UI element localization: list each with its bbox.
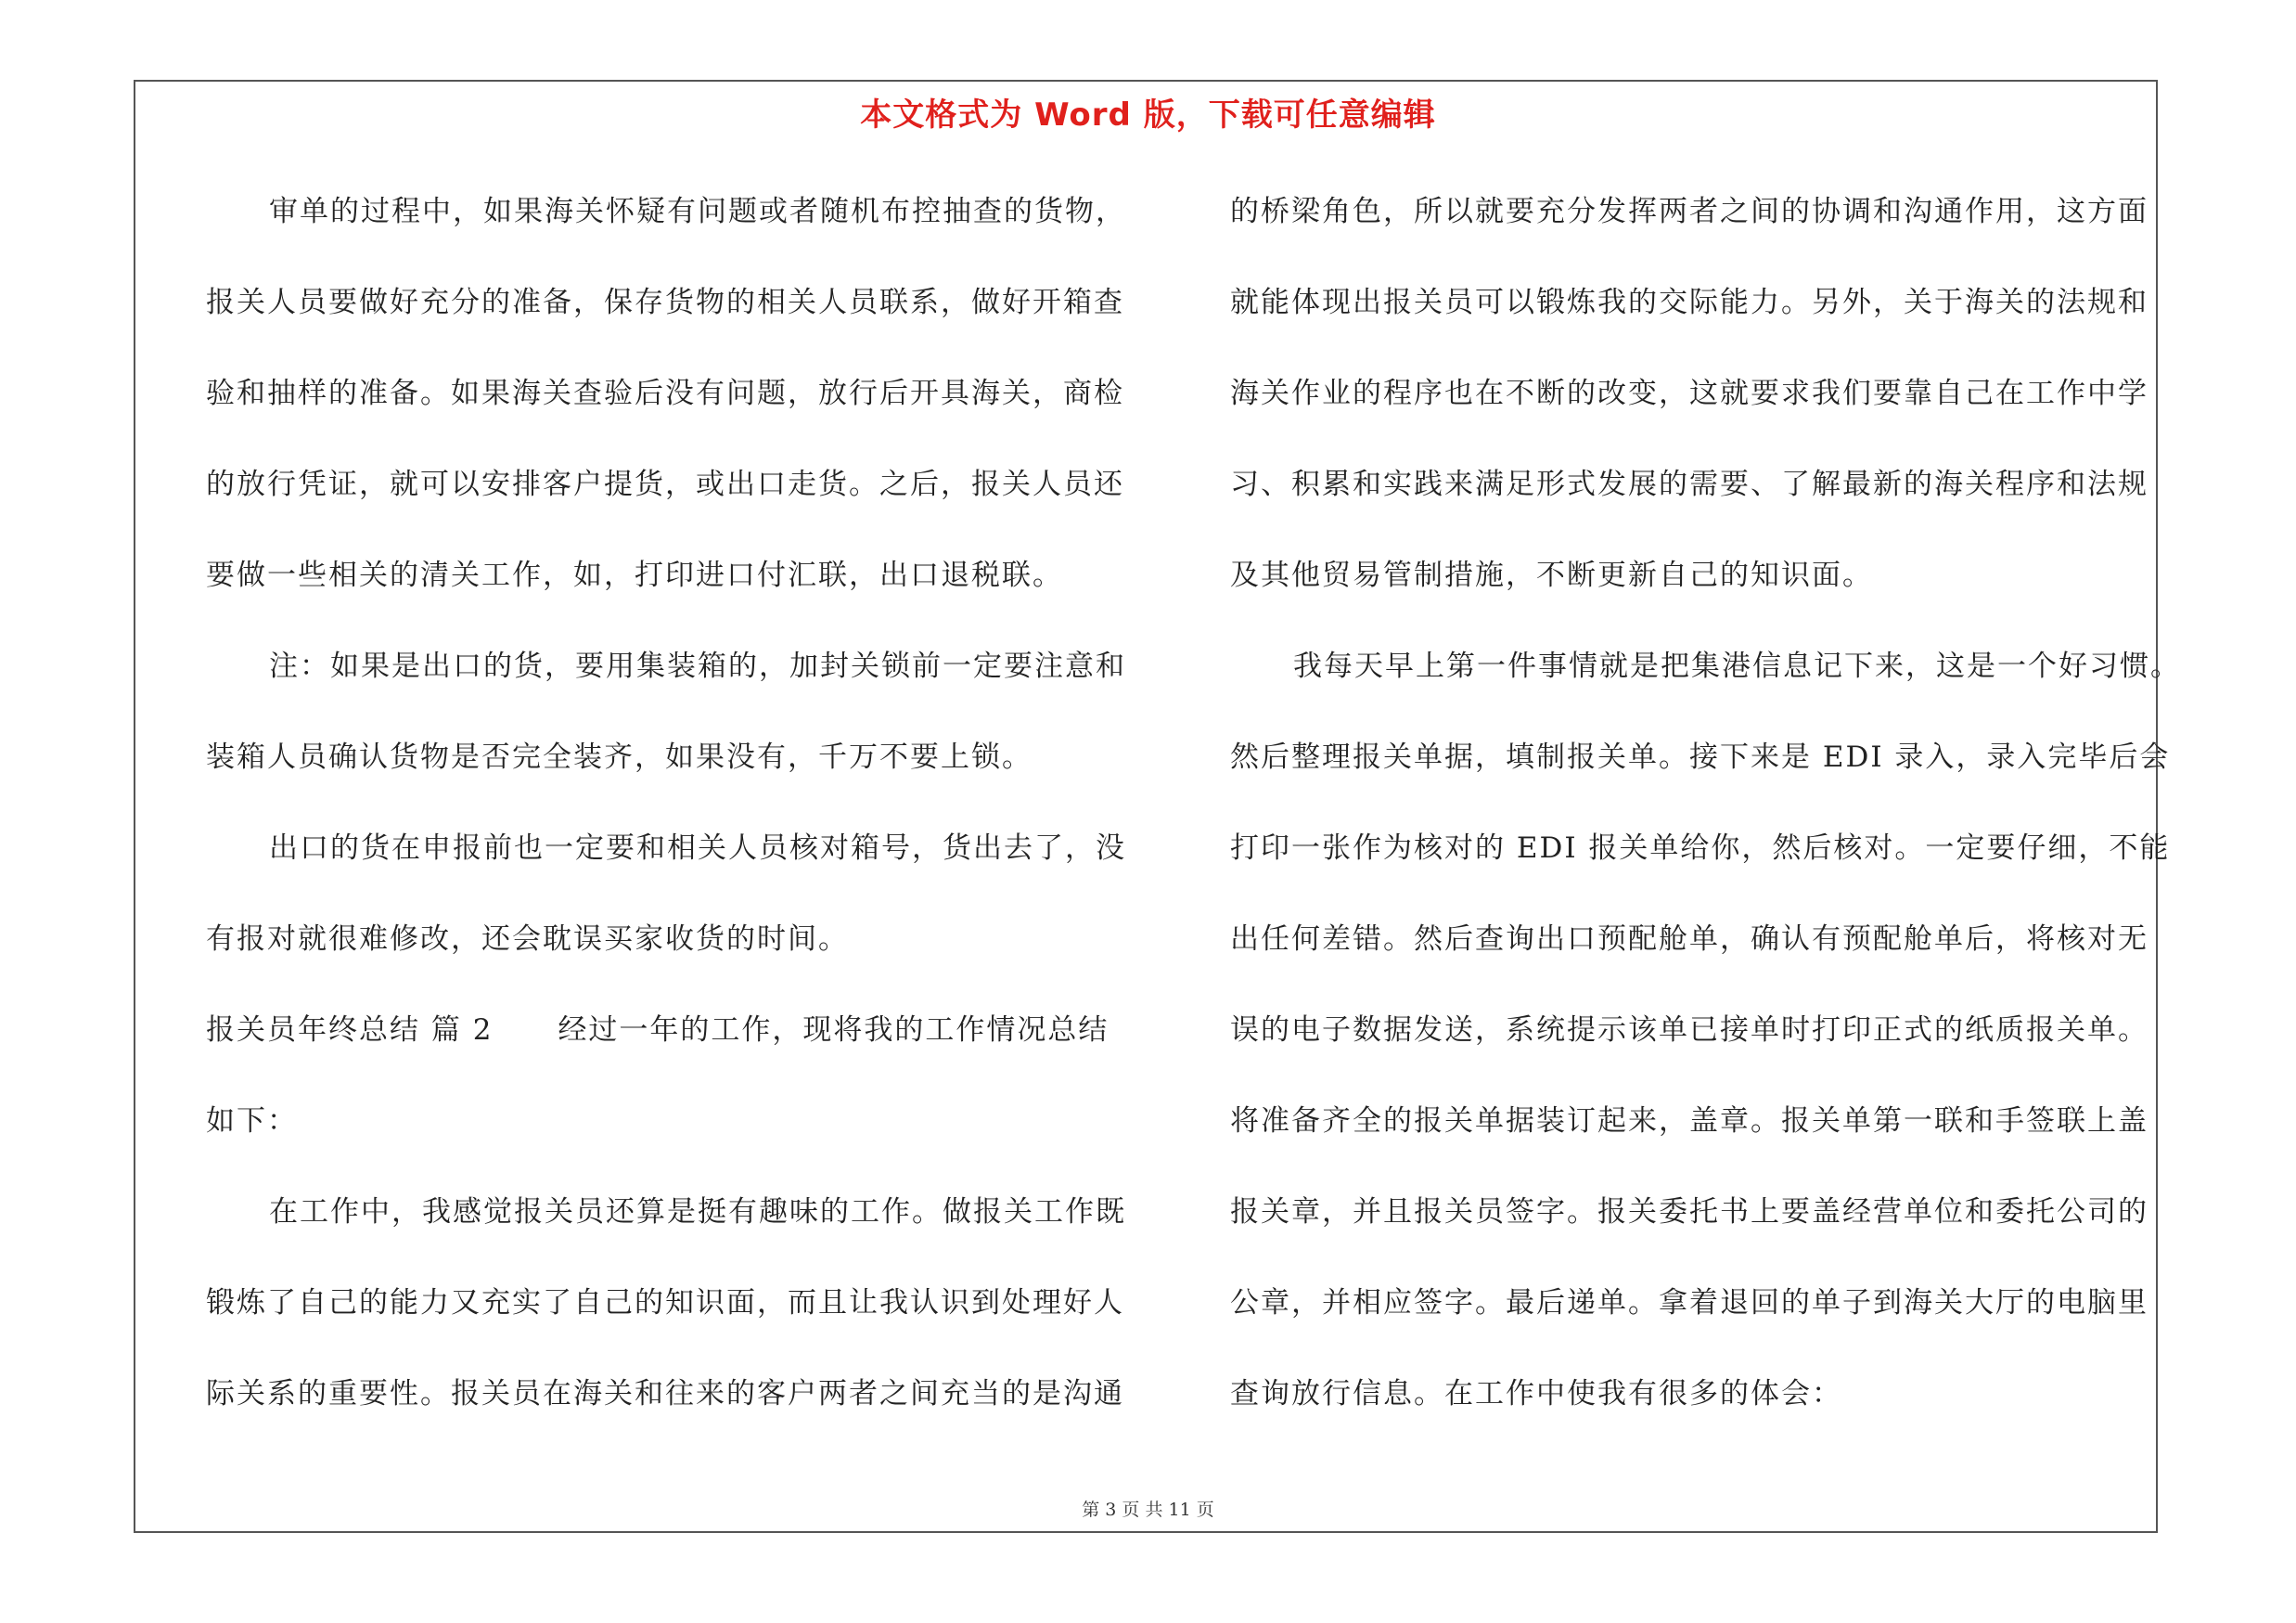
paragraph-line: 查询放行信息。在工作中使我有很多的体会： — [1230, 1377, 1842, 1410]
paragraph-line: 海关作业的程序也在不断的改变，这就要求我们要靠自己在工作中学 — [1230, 377, 2148, 410]
paragraph-line: 经过一年的工作，现将我的工作情况总结 — [558, 1013, 1110, 1047]
right-column — [1230, 181, 2187, 1454]
paragraph-line: 锻炼了自己的能力又充实了自己的知识面，而且让我认识到处理好人 — [206, 1286, 1124, 1320]
paragraph-line: 误的电子数据发送，系统提示该单已接单时打印正式的纸质报关单。 — [1230, 1013, 2148, 1047]
paragraph-line: 报关人员要做好充分的准备，保存货物的相关人员联系，做好开箱查 — [206, 286, 1124, 319]
paragraph-line: 将准备齐全的报关单据装订起来，盖章。报关单第一联和手签联上盖 — [1230, 1104, 2148, 1138]
paragraph-line: 有报对就很难修改，还会耽误买家收货的时间。 — [206, 922, 849, 956]
paragraph-line: 就能体现出报关员可以锻炼我的交际能力。另外，关于海关的法规和 — [1230, 286, 2148, 319]
paragraph-line: 然后整理报关单据，填制报关单。接下来是 EDI 录入，录入完毕后会 — [1230, 741, 2171, 774]
paragraph-line: 验和抽样的准备。如果海关查验后没有问题，放行后开具海关，商检 — [206, 377, 1124, 410]
paragraph-line: 习、积累和实践来满足形式发展的需要、了解最新的海关程序和法规 — [1230, 468, 2148, 501]
paragraph-line: 审单的过程中，如果海关怀疑有问题或者随机布控抽查的货物， — [269, 195, 1126, 228]
left-column — [206, 181, 1163, 1454]
paragraph-line: 装箱人员确认货物是否完全装齐，如果没有，千万不要上锁。 — [206, 741, 1033, 774]
paragraph-line: 出口的货在申报前也一定要和相关人员核对箱号，货出去了，没 — [269, 831, 1126, 865]
paragraph-line: 的放行凭证，就可以安排客户提货，或出口走货。之后，报关人员还 — [206, 468, 1124, 501]
paragraph-line: 公章，并相应签字。最后递单。拿着退回的单子到海关大厅的电脑里 — [1230, 1286, 2148, 1320]
paragraph-line: 出任何差错。然后查询出口预配舱单，确认有预配舱单后，将核对无 — [1230, 922, 2148, 956]
paragraph-line: 的桥梁角色，所以就要充分发挥两者之间的协调和沟通作用，这方面 — [1230, 195, 2148, 228]
paragraph-line: 我每天早上第一件事情就是把集港信息记下来，这是一个好习惯。 — [1293, 650, 2181, 683]
paragraph-line: 如下： — [206, 1104, 298, 1138]
section-heading-line — [206, 999, 1163, 1090]
paragraph-line: 注：如果是出口的货，要用集装箱的，加封关锁前一定要注意和 — [269, 650, 1126, 683]
paragraph-line: 及其他贸易管制措施，不断更新自己的知识面。 — [1230, 559, 1873, 592]
paragraph-line: 打印一张作为核对的 EDI 报关单给你，然后核对。一定要仔细，不能 — [1230, 831, 2171, 865]
paragraph-line: 要做一些相关的清关工作，如，打印进口付汇联，出口退税联。 — [206, 559, 1063, 592]
page-number: 第 3 页 共 11 页 — [1082, 1500, 1214, 1520]
format-notice-banner: 本文格式为 Word 版，下载可任意编辑 — [860, 97, 1436, 134]
paragraph-line: 际关系的重要性。报关员在海关和往来的客户两者之间充当的是沟通 — [206, 1377, 1124, 1410]
section-heading: 报关员年终总结 篇 2 — [206, 1013, 494, 1047]
paragraph-line: 报关章，并且报关员签字。报关委托书上要盖经营单位和委托公司的 — [1230, 1195, 2148, 1229]
paragraph-line: 在工作中，我感觉报关员还算是挺有趣味的工作。做报关工作既 — [269, 1195, 1126, 1229]
